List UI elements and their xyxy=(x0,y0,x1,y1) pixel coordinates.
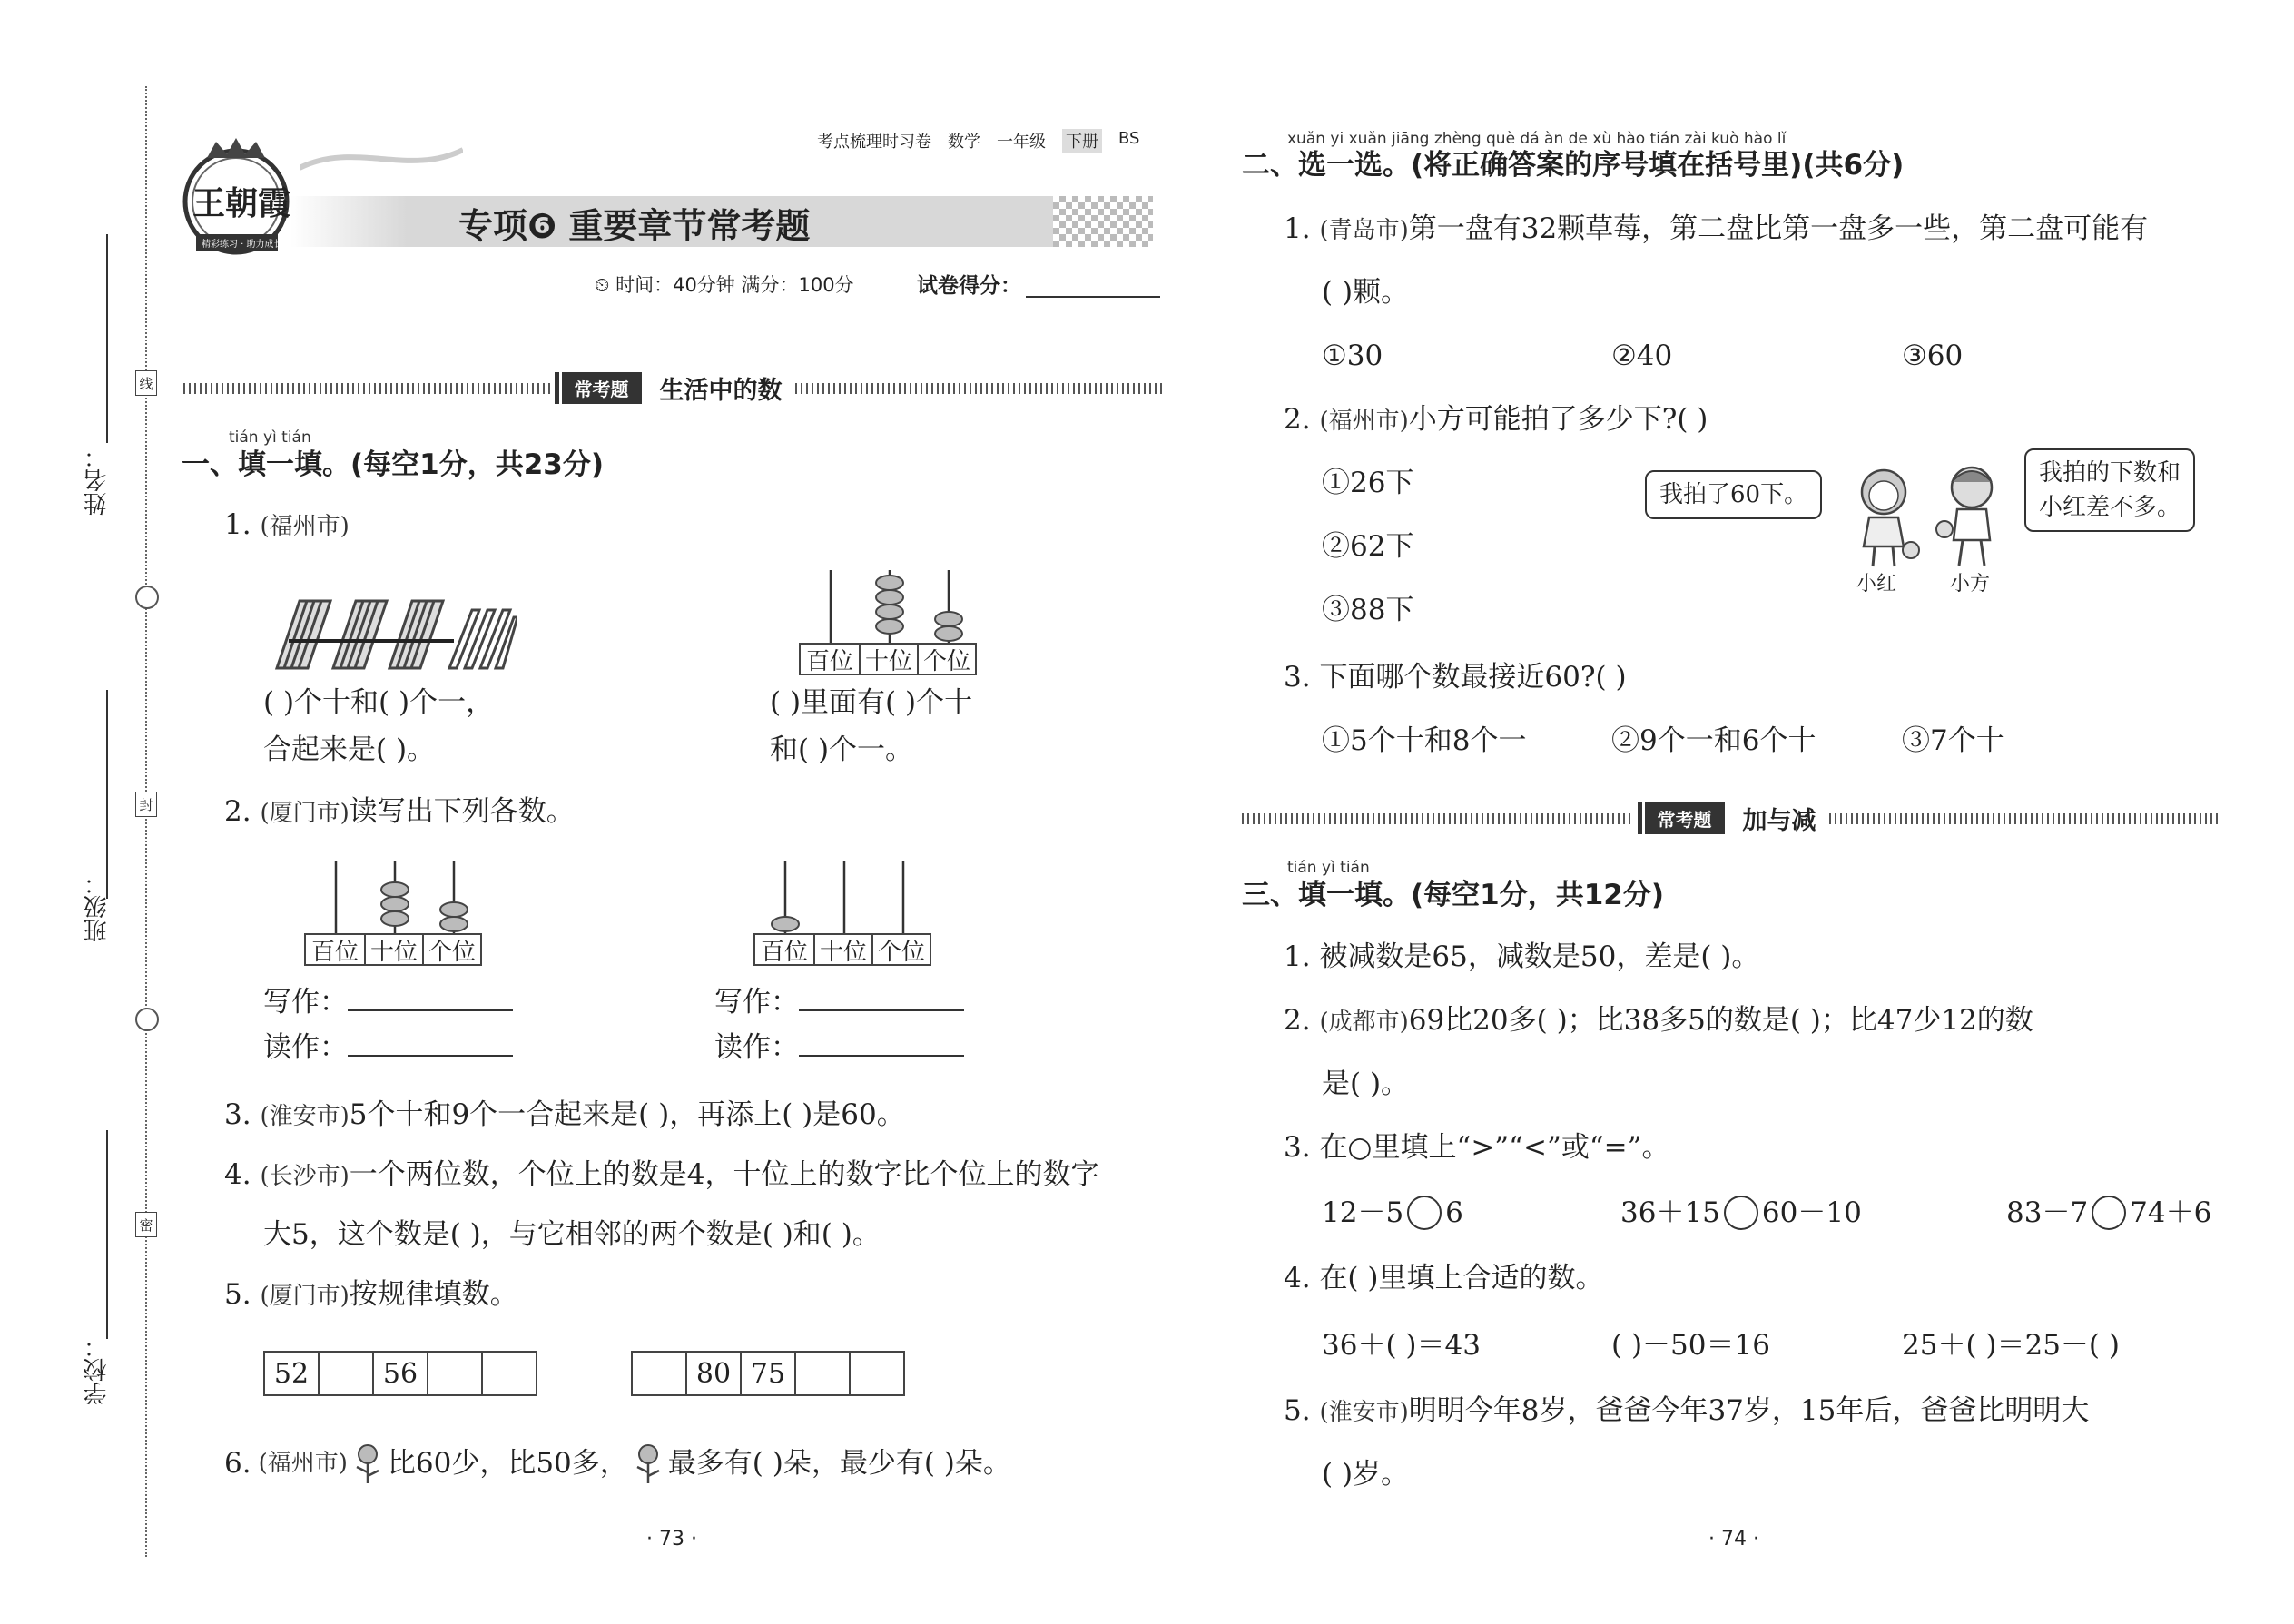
q6-line xyxy=(224,1442,1011,1485)
compare-circle[interactable] xyxy=(2092,1196,2126,1230)
q1-number: 1. xyxy=(224,508,251,541)
clock-icon: ⏲ xyxy=(595,274,610,296)
q1-text-b: 合起来是( )。 xyxy=(263,733,436,766)
q4-number: 4. xyxy=(224,1158,251,1191)
s2-number: 2. xyxy=(1284,1004,1311,1037)
q2a-write xyxy=(263,982,513,1020)
s4-number: 4. xyxy=(1284,1262,1311,1294)
q3-number: 3. xyxy=(224,1098,251,1131)
bubble-line: 小红差不多。 xyxy=(2039,494,2181,521)
s2-city: (成都市) xyxy=(1319,1009,1409,1036)
q1-text-c: ( )里面有( )个十 xyxy=(770,686,973,719)
q1-header xyxy=(224,507,350,545)
sequence-2 xyxy=(633,1351,905,1396)
r2-number: 2. xyxy=(1284,403,1311,436)
q3-city: (淮安市) xyxy=(260,1103,350,1130)
section-title: 生活中的数 xyxy=(659,377,783,405)
place-ones: 个位 xyxy=(871,933,931,966)
s4-item-1: 36＋( )＝43 xyxy=(1322,1329,1481,1362)
r3-option-2[interactable]: ②9个一和6个十 xyxy=(1611,724,1816,757)
abacus-q2b xyxy=(753,853,935,967)
q4-line-a xyxy=(224,1156,1098,1195)
s4-item-3: 25＋( )＝25－( ) xyxy=(1902,1329,2120,1362)
s5-city: (淮安市) xyxy=(1319,1399,1409,1426)
logo-text: 王朝霞 xyxy=(192,184,291,222)
compare-left: 83－7 xyxy=(2006,1196,2089,1229)
section-header-numbers xyxy=(183,370,1162,406)
mark-line: 线 xyxy=(135,370,157,396)
score-field[interactable] xyxy=(1026,296,1160,298)
seq-cell: 56 xyxy=(372,1351,428,1396)
dotted-rule xyxy=(1242,813,1634,824)
name-line xyxy=(106,234,108,443)
stick-bundle-1 xyxy=(277,601,330,668)
write-blank[interactable] xyxy=(799,982,964,1011)
s5-text-a: 明明今年8岁，爸爸今年37岁，15年后，爸爸比明明大 xyxy=(1408,1394,2090,1427)
q1-city: (福州市) xyxy=(260,513,350,540)
place-hundreds: 百位 xyxy=(753,933,815,966)
pinyin: xuǎn yi xuǎn jiāng zhèng què dá àn de xù hào tián zài kuò hào lǐ xyxy=(1287,130,1787,148)
speech-bubble-boy xyxy=(2024,448,2195,532)
q1-text-d: 和( )个一。 xyxy=(770,733,914,766)
r2-city: (福州市) xyxy=(1319,408,1409,435)
pinyin: tián yì tián xyxy=(1287,859,1370,877)
r2-option-2[interactable]: ②62下 xyxy=(1322,530,1414,563)
score-label: 试卷得分： xyxy=(917,274,1021,298)
compare-left: 36＋15 xyxy=(1620,1196,1720,1229)
r1-option-1[interactable]: ①30 xyxy=(1322,340,1383,372)
compare-left: 12－5 xyxy=(1322,1196,1404,1229)
name-label: 姓名： xyxy=(84,445,111,516)
seq-cell[interactable] xyxy=(631,1351,687,1396)
q5-city: (厦门市) xyxy=(260,1283,350,1310)
ribbon-icon xyxy=(300,141,463,177)
mark-fold: 密 xyxy=(135,1212,157,1237)
seq-cell[interactable] xyxy=(481,1351,537,1396)
seq-cell: 75 xyxy=(740,1351,796,1396)
bubble-line: 我拍的下数和 xyxy=(2039,459,2181,487)
s1-line xyxy=(1284,939,1759,975)
read-blank[interactable] xyxy=(799,1028,964,1057)
girl-name: 小红 xyxy=(1856,573,1897,595)
seq-cell[interactable] xyxy=(427,1351,483,1396)
s3-text: 在○里填上“>”“<”或“=”。 xyxy=(1319,1131,1670,1164)
binding-dotted-line xyxy=(145,86,147,1557)
header-meta xyxy=(817,129,1139,153)
s4-line xyxy=(1284,1260,1603,1296)
part1-title: 一、填一填。(每空1分，共23分) xyxy=(182,448,605,481)
time-info xyxy=(595,271,854,298)
seq-cell[interactable] xyxy=(849,1351,905,1396)
q5-text: 按规律填数。 xyxy=(349,1278,518,1311)
place-ones: 个位 xyxy=(422,933,482,966)
class-label: 班级： xyxy=(84,871,111,942)
meta-grade: 一年级 xyxy=(997,133,1046,152)
compare-right: 6 xyxy=(1445,1196,1463,1229)
q5-number: 5. xyxy=(224,1278,251,1311)
q2a-read xyxy=(263,1028,513,1066)
seq-cell[interactable] xyxy=(794,1351,851,1396)
dotted-rule xyxy=(183,383,551,394)
dotted-rule xyxy=(795,383,1163,394)
boy-name: 小方 xyxy=(1950,573,1991,595)
page-title: 专项❻ 重要章节常考题 xyxy=(458,206,811,246)
flower-icon xyxy=(348,1442,388,1485)
flower-icon xyxy=(628,1442,668,1485)
write-blank[interactable] xyxy=(348,982,513,1011)
girl-figure xyxy=(1838,463,1929,572)
s3-line xyxy=(1284,1129,1670,1166)
ribbon-decoration xyxy=(300,141,463,177)
r3-line xyxy=(1284,659,1627,695)
speech-bubble-girl: 我拍了60下。 xyxy=(1645,470,1822,519)
sequence-1 xyxy=(265,1351,537,1396)
r2-option-1[interactable]: ①26下 xyxy=(1322,467,1414,499)
mark-seal: 封 xyxy=(135,792,157,817)
r1-text-a: 第一盘有32颗草莓，第二盘比第一盘多一些，第二盘可能有 xyxy=(1408,212,2149,245)
boy-figure xyxy=(1925,458,2015,572)
stick-bundles-figure xyxy=(272,590,517,672)
compare-right: 74＋6 xyxy=(2130,1196,2212,1229)
place-tens: 十位 xyxy=(364,933,424,966)
place-ones: 个位 xyxy=(917,643,977,675)
r1-option-2[interactable]: ②40 xyxy=(1611,340,1673,372)
place-tens: 十位 xyxy=(859,643,919,675)
s2-line-b: 是( )。 xyxy=(1322,1068,1410,1100)
logo-subtext: 精彩练习 · 助力成长 xyxy=(202,240,283,250)
r3-option-1[interactable]: ①5个十和8个一 xyxy=(1322,724,1527,757)
seq-cell[interactable] xyxy=(318,1351,374,1396)
binding-ornament-icon xyxy=(135,586,159,609)
r2-line xyxy=(1284,401,1708,439)
s4-text: 在( )里填上合适的数。 xyxy=(1319,1262,1604,1294)
r2-text: 小方可能拍了多少下?( ) xyxy=(1408,403,1708,436)
stick-bundle-3 xyxy=(389,601,443,668)
q4-city: (长沙市) xyxy=(260,1163,350,1190)
q3-line xyxy=(224,1097,905,1135)
meta-term: 下册 xyxy=(1062,129,1102,153)
write-label: 写作： xyxy=(263,986,348,1019)
section-tag: 常考题 xyxy=(1645,802,1725,834)
place-hundreds: 百位 xyxy=(304,933,366,966)
time-score-text: 时间：40分钟 满分：100分 xyxy=(615,274,854,296)
q2b-read xyxy=(714,1028,964,1066)
r3-option-3[interactable]: ③7个十 xyxy=(1902,724,2004,757)
abacus-rods xyxy=(304,853,486,933)
place-tens: 十位 xyxy=(813,933,873,966)
compare-right: 60－10 xyxy=(1761,1196,1862,1229)
page-number-left: · 73 · xyxy=(646,1528,697,1550)
r1-city: (青岛市) xyxy=(1319,217,1409,244)
abacus-q1 xyxy=(799,563,980,676)
write-label: 写作： xyxy=(714,986,799,1019)
s1-number: 1. xyxy=(1284,940,1311,973)
compare-3 xyxy=(2006,1195,2211,1231)
compare-circle[interactable] xyxy=(1724,1196,1758,1230)
q2-number: 2. xyxy=(224,795,251,828)
r2-option-3[interactable]: ③88下 xyxy=(1322,594,1414,626)
section-tag: 常考题 xyxy=(562,372,642,404)
r3-number: 3. xyxy=(1284,661,1311,694)
part3-title: 三、填一填。(每空1分，共12分) xyxy=(1242,879,1665,911)
q6-number: 6. xyxy=(224,1447,251,1480)
abacus-q2a xyxy=(304,853,486,967)
read-label: 读作： xyxy=(263,1031,348,1064)
class-line xyxy=(106,690,108,899)
section-title: 加与减 xyxy=(1742,807,1816,835)
school-line xyxy=(106,1130,108,1339)
r1-option-3[interactable]: ③60 xyxy=(1902,340,1964,372)
compare-1 xyxy=(1322,1195,1463,1231)
r1-line-b: ( )颗。 xyxy=(1322,276,1410,309)
compare-circle[interactable] xyxy=(1407,1196,1442,1230)
title-checker xyxy=(1053,196,1153,247)
meta-subject: 数学 xyxy=(948,133,980,152)
s5-line-b: ( )岁。 xyxy=(1322,1458,1410,1491)
section-header-add-sub xyxy=(1242,801,2220,836)
page-number-right: · 74 · xyxy=(1708,1528,1759,1550)
pinyin: tián yì tián xyxy=(229,428,311,447)
q5-line xyxy=(224,1276,518,1314)
q4-line-b: 大5，这个数是( )，与它相邻的两个数是( )和( )。 xyxy=(263,1218,881,1251)
s4-item-2: ( )－50＝16 xyxy=(1611,1329,1770,1362)
s5-number: 5. xyxy=(1284,1394,1311,1427)
seq-cell: 52 xyxy=(263,1351,320,1396)
binding-ornament-icon xyxy=(135,1008,159,1031)
abacus-rods xyxy=(799,563,980,643)
abacus-rods xyxy=(753,853,935,933)
q2-city: (厦门市) xyxy=(260,800,350,827)
q2b-write xyxy=(714,982,964,1020)
r3-text: 下面哪个数最接近60?( ) xyxy=(1319,661,1627,694)
school-label: 学校： xyxy=(84,1334,111,1405)
read-label: 读作： xyxy=(714,1031,799,1064)
s5-line-a xyxy=(1284,1393,2089,1431)
q2-text: 读写出下列各数。 xyxy=(349,795,575,828)
q6-text-b: 最多有( )朵，最少有( )朵。 xyxy=(667,1447,1011,1480)
q6-city: (福州市) xyxy=(258,1450,348,1477)
q4-text-a: 一个两位数，个位上的数是4，十位上的数字比个位上的数字 xyxy=(349,1158,1099,1191)
place-hundreds: 百位 xyxy=(799,643,861,675)
part2-title: 二、选一选。(将正确答案的序号填在括号里)(共6分) xyxy=(1242,149,1905,182)
q1-text-a: ( )个十和( )个一， xyxy=(263,686,495,719)
q3-text: 5个十和9个一合起来是( )，再添上( )是60。 xyxy=(349,1098,905,1131)
r1-number: 1. xyxy=(1284,212,1311,245)
dotted-rule xyxy=(1829,813,2221,824)
q6-text-a: 比60少，比50多， xyxy=(387,1447,628,1480)
read-blank[interactable] xyxy=(348,1028,513,1057)
s2-line-a xyxy=(1284,1002,2033,1040)
meta-edition: BS xyxy=(1118,129,1140,148)
meta-series: 考点梳理时习卷 xyxy=(817,133,931,152)
s3-number: 3. xyxy=(1284,1131,1311,1164)
compare-2 xyxy=(1620,1195,1862,1231)
r1-line-a xyxy=(1284,211,2148,249)
q2-line xyxy=(224,793,575,832)
s1-text: 被减数是65，减数是50，差是( )。 xyxy=(1319,940,1760,973)
s2-text-a: 69比20多( )；比38多5的数是( )；比47少12的数 xyxy=(1408,1004,2033,1037)
seq-cell: 80 xyxy=(685,1351,742,1396)
stick-bundle-2 xyxy=(333,601,387,668)
